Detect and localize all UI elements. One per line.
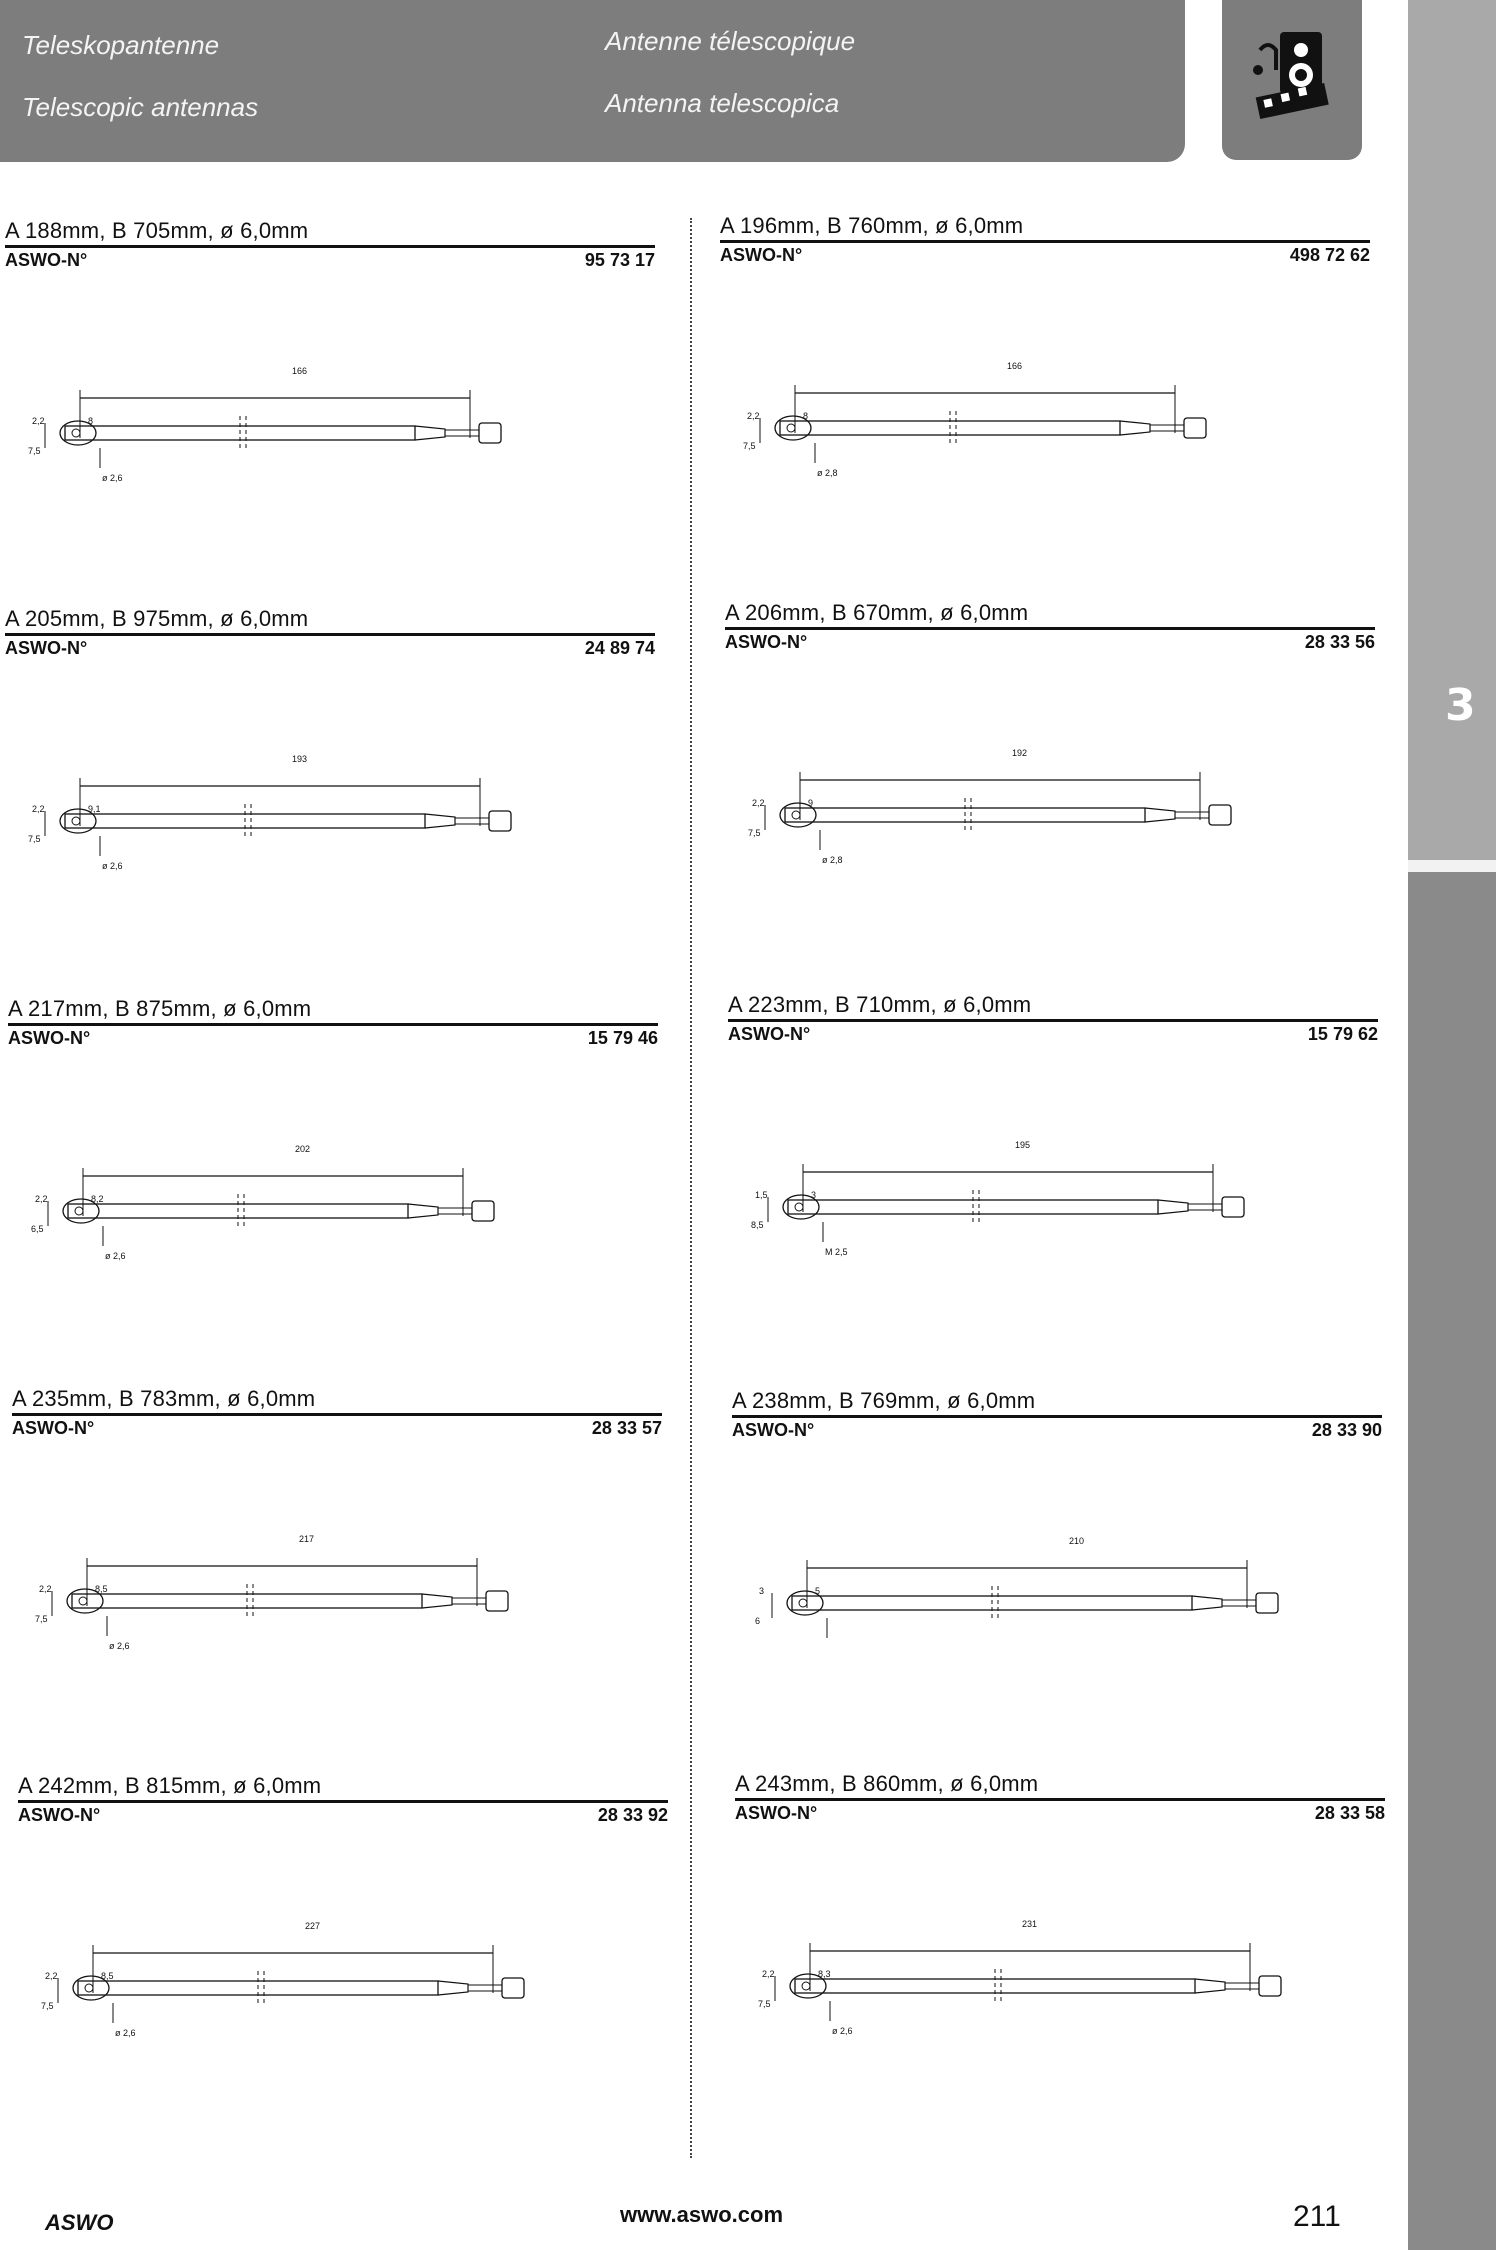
antenna-tip-knob <box>1256 1593 1278 1613</box>
antenna-mount-hole <box>85 1984 93 1992</box>
aswo-label: ASWO-N° <box>725 632 808 652</box>
aswo-label: ASWO-N° <box>735 1803 818 1823</box>
aswo-label: ASWO-N° <box>8 1028 91 1048</box>
antenna-mount-hole <box>72 429 80 437</box>
antenna-tip-rod <box>452 1598 486 1604</box>
technical-drawing <box>41 1921 643 2078</box>
spec-rule <box>732 1415 1382 1418</box>
technical-drawing <box>748 748 1350 905</box>
aswo-label: ASWO-N° <box>728 1024 811 1044</box>
dim-b: 8,5 <box>95 1584 108 1594</box>
spec-rule <box>5 633 655 636</box>
dim-a: 2,2 <box>752 798 765 808</box>
antenna-tip-knob <box>1259 1976 1281 1996</box>
dim-d: ø 2,8 <box>817 468 838 478</box>
technical-drawing <box>28 366 630 523</box>
dim-c: 7,5 <box>35 1614 48 1624</box>
antenna-tip-rod <box>1222 1600 1256 1606</box>
page-number: 211 <box>1293 2200 1341 2233</box>
antenna-taper <box>438 1981 468 1995</box>
dim-d: M 2,5 <box>825 1247 848 1257</box>
product-spec: A 243mm, B 860mm, ø 6,0mm <box>735 1771 1039 1796</box>
dim-d: ø 2,6 <box>115 2028 136 2038</box>
title-it: Antenna telescopica <box>605 88 840 118</box>
chapter-tab-light <box>1408 0 1496 860</box>
dim-length: 210 <box>1069 1536 1085 1546</box>
dim-d: ø 2,6 <box>102 473 123 483</box>
antenna-drawing <box>47 1536 637 1686</box>
antenna-tip-knob <box>472 1201 494 1221</box>
aswo-label: ASWO-N° <box>5 250 88 270</box>
antenna-taper <box>1158 1200 1188 1214</box>
dim-c: 6 <box>755 1616 761 1626</box>
antenna-drawing <box>755 363 1345 513</box>
aswo-number: 24 89 74 <box>584 638 655 658</box>
dim-length: 202 <box>295 1144 311 1154</box>
dim-b: 8 <box>88 416 94 426</box>
technical-drawing <box>755 1536 1357 1693</box>
antenna-tip-rod <box>1188 1204 1222 1210</box>
product-spec: A 235mm, B 783mm, ø 6,0mm <box>12 1386 316 1411</box>
spec-rule <box>18 1800 668 1803</box>
product-item <box>5 218 655 578</box>
antenna-mount-hole <box>792 811 800 819</box>
dim-c: 7,5 <box>28 446 41 456</box>
dim-b: 8 <box>803 411 809 421</box>
product-spec: A 205mm, B 975mm, ø 6,0mm <box>5 606 309 631</box>
antenna-mount-hole <box>72 817 80 825</box>
antenna-mount-hole <box>787 424 795 432</box>
antenna-taper <box>415 426 445 440</box>
dim-a: 2,2 <box>35 1194 48 1204</box>
antenna-drawing <box>770 1921 1360 2071</box>
technical-drawing <box>743 361 1345 518</box>
aswo-label: ASWO-N° <box>732 1420 815 1440</box>
antenna-tip-rod <box>445 430 479 436</box>
product-spec: A 188mm, B 705mm, ø 6,0mm <box>5 218 309 243</box>
antenna-taper <box>1145 808 1175 822</box>
antenna-drawing <box>53 1923 643 2073</box>
dim-length: 227 <box>305 1921 321 1931</box>
antenna-tip-knob <box>1222 1197 1244 1217</box>
footer-logo: ASWO <box>45 2210 114 2235</box>
dim-c: 7,5 <box>28 834 41 844</box>
technical-drawing <box>751 1140 1353 1297</box>
dim-b: 3 <box>811 1190 817 1200</box>
dim-b: 8,5 <box>101 1971 114 1981</box>
dim-d: ø 2,6 <box>109 1641 130 1651</box>
antenna-tip-rod <box>455 818 489 824</box>
antenna-drawing <box>763 1142 1353 1292</box>
antenna-tip-knob <box>1184 418 1206 438</box>
header-bar <box>0 0 1185 162</box>
antenna-mount-hole <box>802 1982 810 1990</box>
dim-d: ø 2,6 <box>832 2026 853 2036</box>
dim-a: 2,2 <box>762 1969 775 1979</box>
aswo-number: 95 73 17 <box>584 250 655 270</box>
footer-url[interactable]: www.aswo.com <box>620 2202 784 2227</box>
antenna-tip-rod <box>1150 425 1184 431</box>
antenna-taper <box>1192 1596 1222 1610</box>
product-item <box>732 1388 1382 1748</box>
antenna-drawing <box>40 756 630 906</box>
aswo-label: ASWO-N° <box>18 1805 101 1825</box>
dim-b: 5 <box>815 1586 821 1596</box>
aswo-number: 15 79 62 <box>1307 1024 1378 1044</box>
product-item <box>5 606 655 966</box>
spec-rule <box>8 1023 658 1026</box>
antenna-mount-hole <box>79 1597 87 1605</box>
antenna-tip-rod <box>468 1985 502 1991</box>
chapter-tab-strip <box>1408 0 1496 2250</box>
dim-length: 192 <box>1012 748 1028 758</box>
antenna-taper <box>408 1204 438 1218</box>
aswo-number: 28 33 58 <box>1314 1803 1385 1823</box>
dim-c: 7,5 <box>758 1999 771 2009</box>
antenna-drawing <box>767 1538 1357 1688</box>
dim-d: ø 2,8 <box>822 855 843 865</box>
category-logo-box <box>1222 0 1362 160</box>
dim-length: 193 <box>292 754 308 764</box>
spec-rule <box>720 240 1370 243</box>
antenna-tip-knob <box>502 1978 524 1998</box>
antenna-mount-hole <box>799 1599 807 1607</box>
antenna-tip-rod <box>438 1208 472 1214</box>
product-spec: A 223mm, B 710mm, ø 6,0mm <box>728 992 1032 1017</box>
antenna-drawing <box>760 750 1350 900</box>
antenna-tip-knob <box>489 811 511 831</box>
spec-rule <box>725 627 1375 630</box>
antenna-drawing <box>40 368 630 518</box>
section-number: 3 <box>1445 680 1476 731</box>
product-spec: A 217mm, B 875mm, ø 6,0mm <box>8 996 312 1021</box>
antenna-taper <box>1195 1979 1225 1993</box>
dim-c: 7,5 <box>743 441 756 451</box>
title-de: Teleskopantenne <box>22 30 220 60</box>
dim-d: ø 2,6 <box>102 861 123 871</box>
technical-drawing <box>28 754 630 911</box>
antenna-mount-hole <box>75 1207 83 1215</box>
aswo-number: 498 72 62 <box>1289 245 1370 265</box>
aswo-number: 28 33 56 <box>1304 632 1375 652</box>
dim-length: 166 <box>292 366 308 376</box>
aswo-label: ASWO-N° <box>720 245 803 265</box>
dim-a: 2,2 <box>45 1971 58 1981</box>
dim-a: 2,2 <box>39 1584 52 1594</box>
product-spec: A 242mm, B 815mm, ø 6,0mm <box>18 1773 322 1798</box>
spec-rule <box>728 1019 1378 1022</box>
antenna-taper <box>1120 421 1150 435</box>
chapter-tab-gap <box>1408 860 1496 872</box>
spec-rule <box>5 245 655 248</box>
spec-rule <box>735 1798 1385 1801</box>
aswo-label: ASWO-N° <box>12 1418 95 1438</box>
antenna-taper <box>422 1594 452 1608</box>
product-item <box>18 1773 668 2133</box>
dim-c: 7,5 <box>748 828 761 838</box>
dim-a: 2,2 <box>32 416 45 426</box>
dim-c: 7,5 <box>41 2001 54 2011</box>
title-fr: Antenne télescopique <box>605 26 856 56</box>
product-spec: A 238mm, B 769mm, ø 6,0mm <box>732 1388 1036 1413</box>
aswo-number: 28 33 57 <box>591 1418 662 1438</box>
dim-length: 195 <box>1015 1140 1031 1150</box>
antenna-mount-hole <box>795 1203 803 1211</box>
dim-d: ø 2,6 <box>105 1251 126 1261</box>
dim-c: 8,5 <box>751 1220 764 1230</box>
product-item <box>720 213 1370 573</box>
aswo-label: ASWO-N° <box>5 638 88 658</box>
antenna-tip-knob <box>1209 805 1231 825</box>
dim-c: 6,5 <box>31 1224 44 1234</box>
dim-length: 166 <box>1007 361 1023 371</box>
dim-a: 1,5 <box>755 1190 768 1200</box>
dim-a: 3 <box>759 1586 765 1596</box>
product-spec: A 196mm, B 760mm, ø 6,0mm <box>720 213 1024 238</box>
antenna-drawing <box>43 1146 633 1296</box>
dim-length: 217 <box>299 1534 315 1544</box>
dim-a: 2,2 <box>32 804 45 814</box>
technical-drawing <box>35 1534 637 1691</box>
column-divider <box>690 218 692 2158</box>
product-item <box>728 992 1378 1352</box>
aswo-number: 28 33 92 <box>597 1805 668 1825</box>
antenna-tip-rod <box>1225 1983 1259 1989</box>
spec-rule <box>12 1413 662 1416</box>
dim-a: 2,2 <box>747 411 760 421</box>
product-spec: A 206mm, B 670mm, ø 6,0mm <box>725 600 1029 625</box>
speaker-icon <box>1242 20 1342 130</box>
antenna-tip-knob <box>479 423 501 443</box>
antenna-taper <box>425 814 455 828</box>
dim-b: 9,1 <box>88 804 101 814</box>
product-item <box>725 600 1375 960</box>
technical-drawing <box>758 1919 1360 2076</box>
product-item <box>735 1771 1385 2131</box>
dim-b: 8,3 <box>818 1969 831 1979</box>
aswo-number: 28 33 90 <box>1311 1420 1382 1440</box>
product-item <box>12 1386 662 1746</box>
dim-length: 231 <box>1022 1919 1038 1929</box>
dim-b: 8,2 <box>91 1194 104 1204</box>
dim-b: 9 <box>808 798 814 808</box>
antenna-tip-knob <box>486 1591 508 1611</box>
antenna-tip-rod <box>1175 812 1209 818</box>
aswo-number: 15 79 46 <box>587 1028 658 1048</box>
product-item <box>8 996 658 1356</box>
title-en: Telescopic antennas <box>22 92 259 122</box>
technical-drawing <box>31 1144 633 1301</box>
